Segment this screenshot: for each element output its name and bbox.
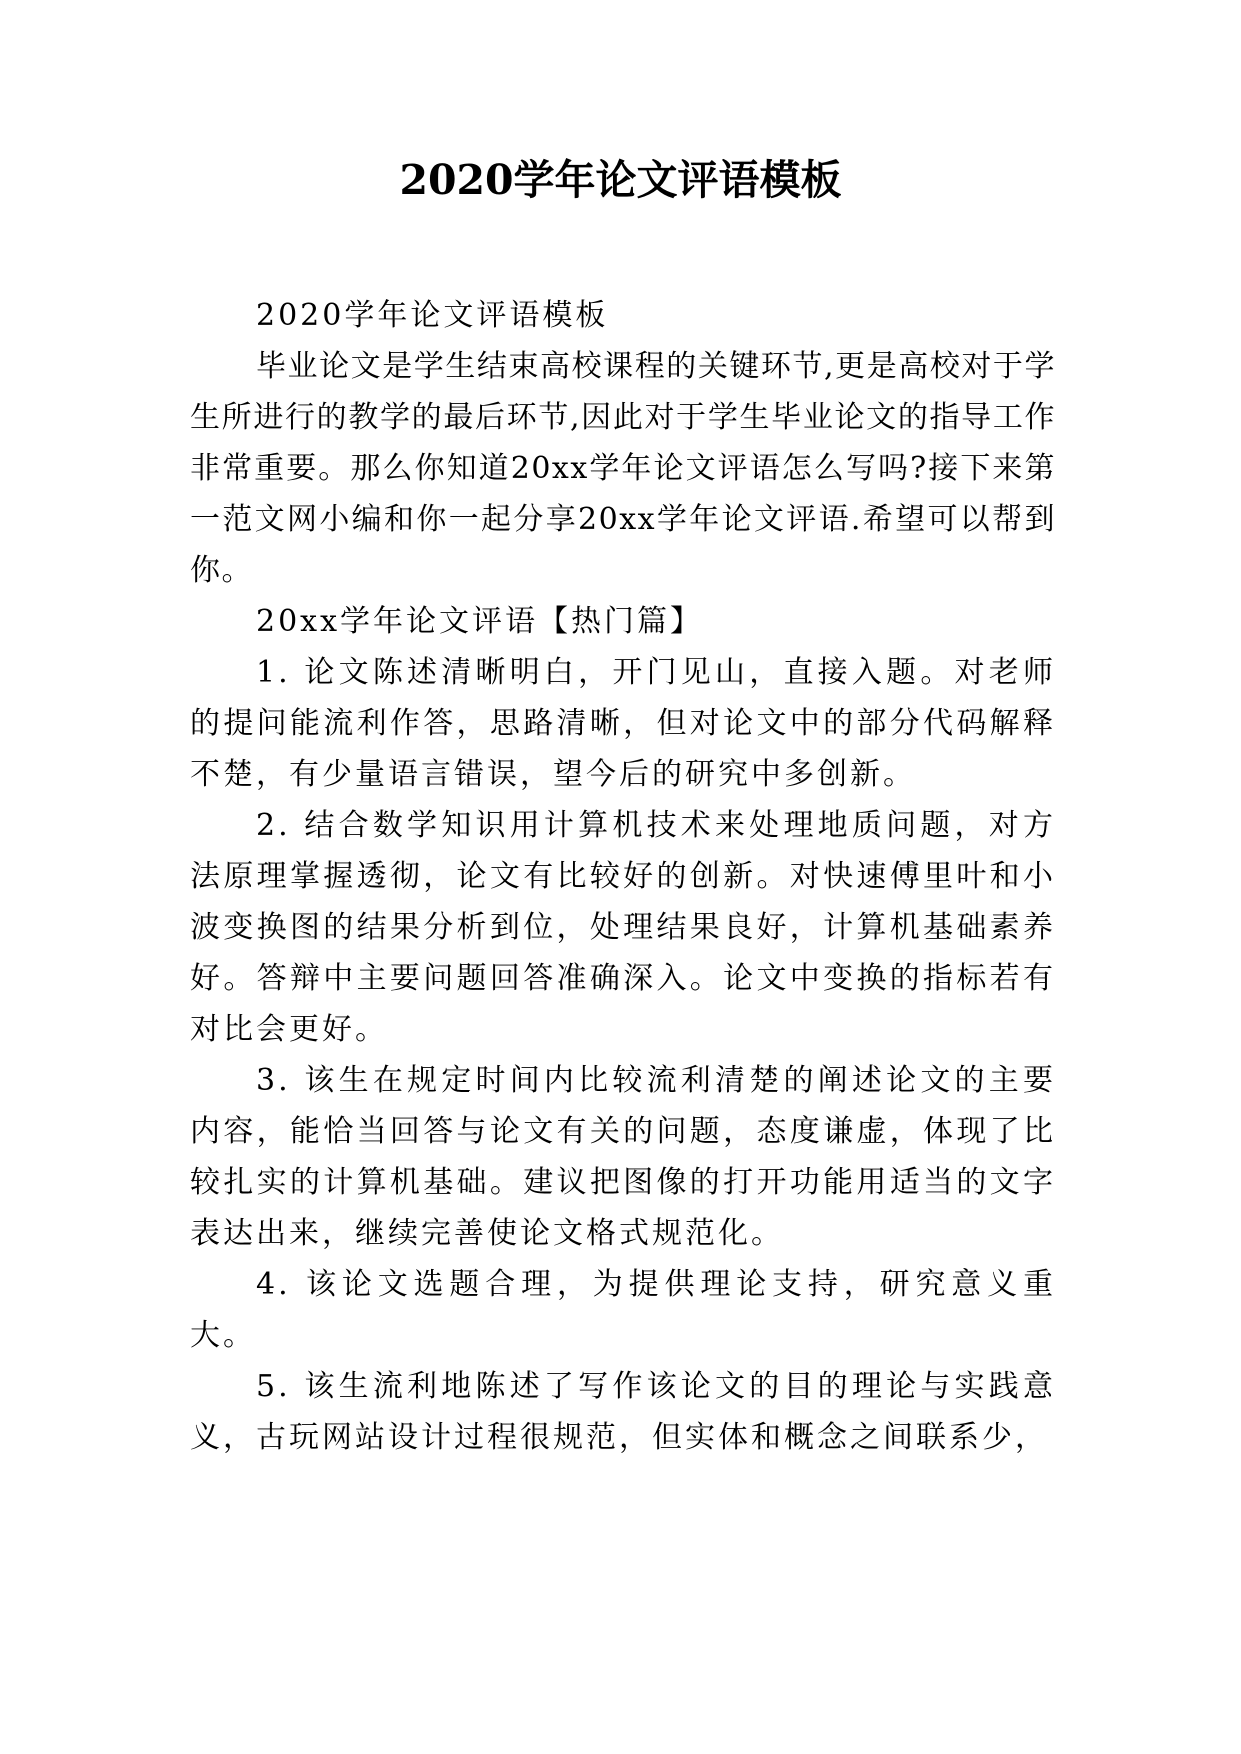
paragraph-intro: 毕业论文是学生结束高校课程的关键环节,更是高校对于学生所进行的教学的最后环节,因此对于学生毕业论文的指导工作非常重要。那么你知道20xx学年论文评语怎么写吗?接下来第一范文网小编和你一起分享20xx学年论文评语.希望可以帮到你。 (190, 349, 1056, 588)
paragraph-comment-3: 3. 该生在规定时间内比较流利清楚的阐述论文的主要内容，能恰当回答与论文有关的问题，态度谦虚，体现了比较扎实的计算机基础。建议把图像的打开功能用适当的文字表达出来，继续完善使论文格式规范化。 (190, 1063, 1056, 1251)
paragraph-subtitle: 2020学年论文评语模板 (256, 298, 609, 333)
paragraph-comment-4: 4. 该论文选题合理，为提供理论支持，研究意义重大。 (190, 1267, 1056, 1353)
paragraph-comment-2: 2. 结合数学知识用计算机技术来处理地质问题，对方法原理掌握透彻，论文有比较好的创新。对快速傅里叶和小波变换图的结果分析到位，处理结果良好，计算机基础素养好。答辩中主要问题回答准确深入。论文中变换的指标若有对比会更好。 (190, 808, 1056, 1047)
document-body (190, 290, 1056, 1463)
document-title: 2020学年论文评语模板 (399, 156, 842, 204)
paragraph-comment-5: 5. 该生流利地陈述了写作该论文的目的理论与实践意义，古玩网站设计过程很规范，但实体和概念之间联系少， (190, 1369, 1056, 1455)
paragraph-section-heading: 20xx学年论文评语【热门篇】 (256, 604, 704, 639)
paragraph-comment-1: 1. 论文陈述清晰明白，开门见山，直接入题。对老师的提问能流利作答，思路清晰，但对论文中的部分代码解释不楚，有少量语言错误，望今后的研究中多创新。 (190, 655, 1056, 792)
